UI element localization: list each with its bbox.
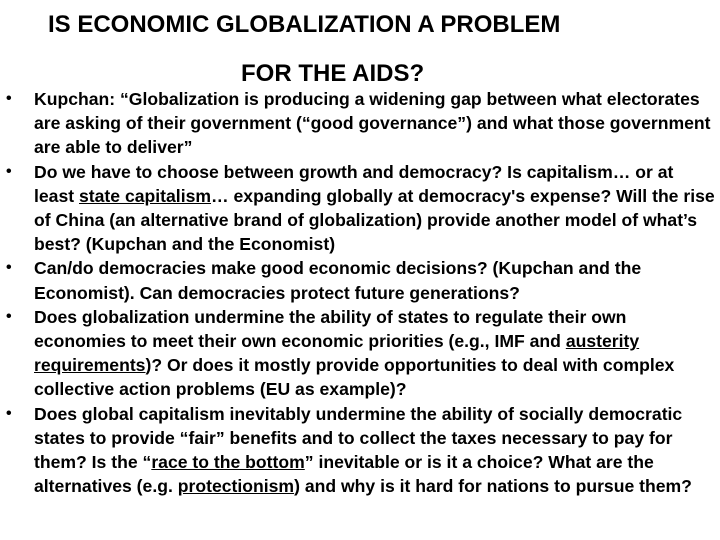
- bullet-item-3: [0, 256, 716, 304]
- bullet-item-5: [0, 402, 716, 499]
- bullet-text: Kupchan: “Globalization is producing a widening gap between what electorates are asking of their government (“good governance”) and what those government are able to deliver”: [34, 89, 711, 158]
- link-protectionism[interactable]: protectionism: [177, 476, 295, 497]
- bullet-icon: •: [6, 404, 12, 422]
- bullet-icon: •: [6, 162, 12, 180]
- link-austerity-requirements[interactable]: austerity requirements: [34, 331, 640, 376]
- bullet-icon: •: [6, 90, 12, 107]
- link-state-capitalism[interactable]: state capitalism: [79, 185, 212, 206]
- page-title-line-1: IS ECONOMIC GLOBALIZATION A PROBLEM: [48, 11, 561, 38]
- bullet-text-pre: Do we have to choose between growth and democracy? Is capitalism… or at least: [34, 161, 674, 206]
- bullet-item-1: [0, 87, 716, 160]
- bullet-text: Can/do democracies make good economic decisions? (Kupchan and the Economist). Can democracies protect future generations?: [34, 258, 642, 303]
- bullet-text-pre: Does global capitalism inevitably undermine the ability of socially democratic states to provide “fair” benefits and to collect the taxes necessary to pay for them? Is the “: [34, 403, 683, 473]
- link-race-to-the-bottom[interactable]: race to the bottom: [151, 452, 305, 473]
- bullet-text-pre: Does globalization undermine the ability of states to regulate their own economies to meet their own economic priorities (e.g., IMF and: [34, 306, 627, 352]
- bullet-icon: •: [6, 259, 12, 277]
- page-title-line-2: FOR THE AIDS?: [241, 60, 425, 87]
- bullet-list: [0, 87, 716, 498]
- bullet-icon: •: [6, 307, 12, 325]
- bullet-text-mid: ” inevitable or is it a choice? What are the alternatives (e.g.: [34, 452, 654, 497]
- bullet-item-4: [0, 305, 716, 402]
- bullet-item-2: [0, 160, 716, 257]
- bullet-text-post: ) and why is it hard for nations to pursue them?: [294, 476, 692, 497]
- bullet-text-post: )? Or does it mostly provide opportunities to deal with complex collective action problems (EU as example)?: [34, 355, 675, 400]
- bullet-text-post: … expanding globally at democracy's expense? Will the rise of China (an alternative brand of globalization) provide another model of what’s best? (Kupchan and the Economist): [34, 185, 715, 255]
